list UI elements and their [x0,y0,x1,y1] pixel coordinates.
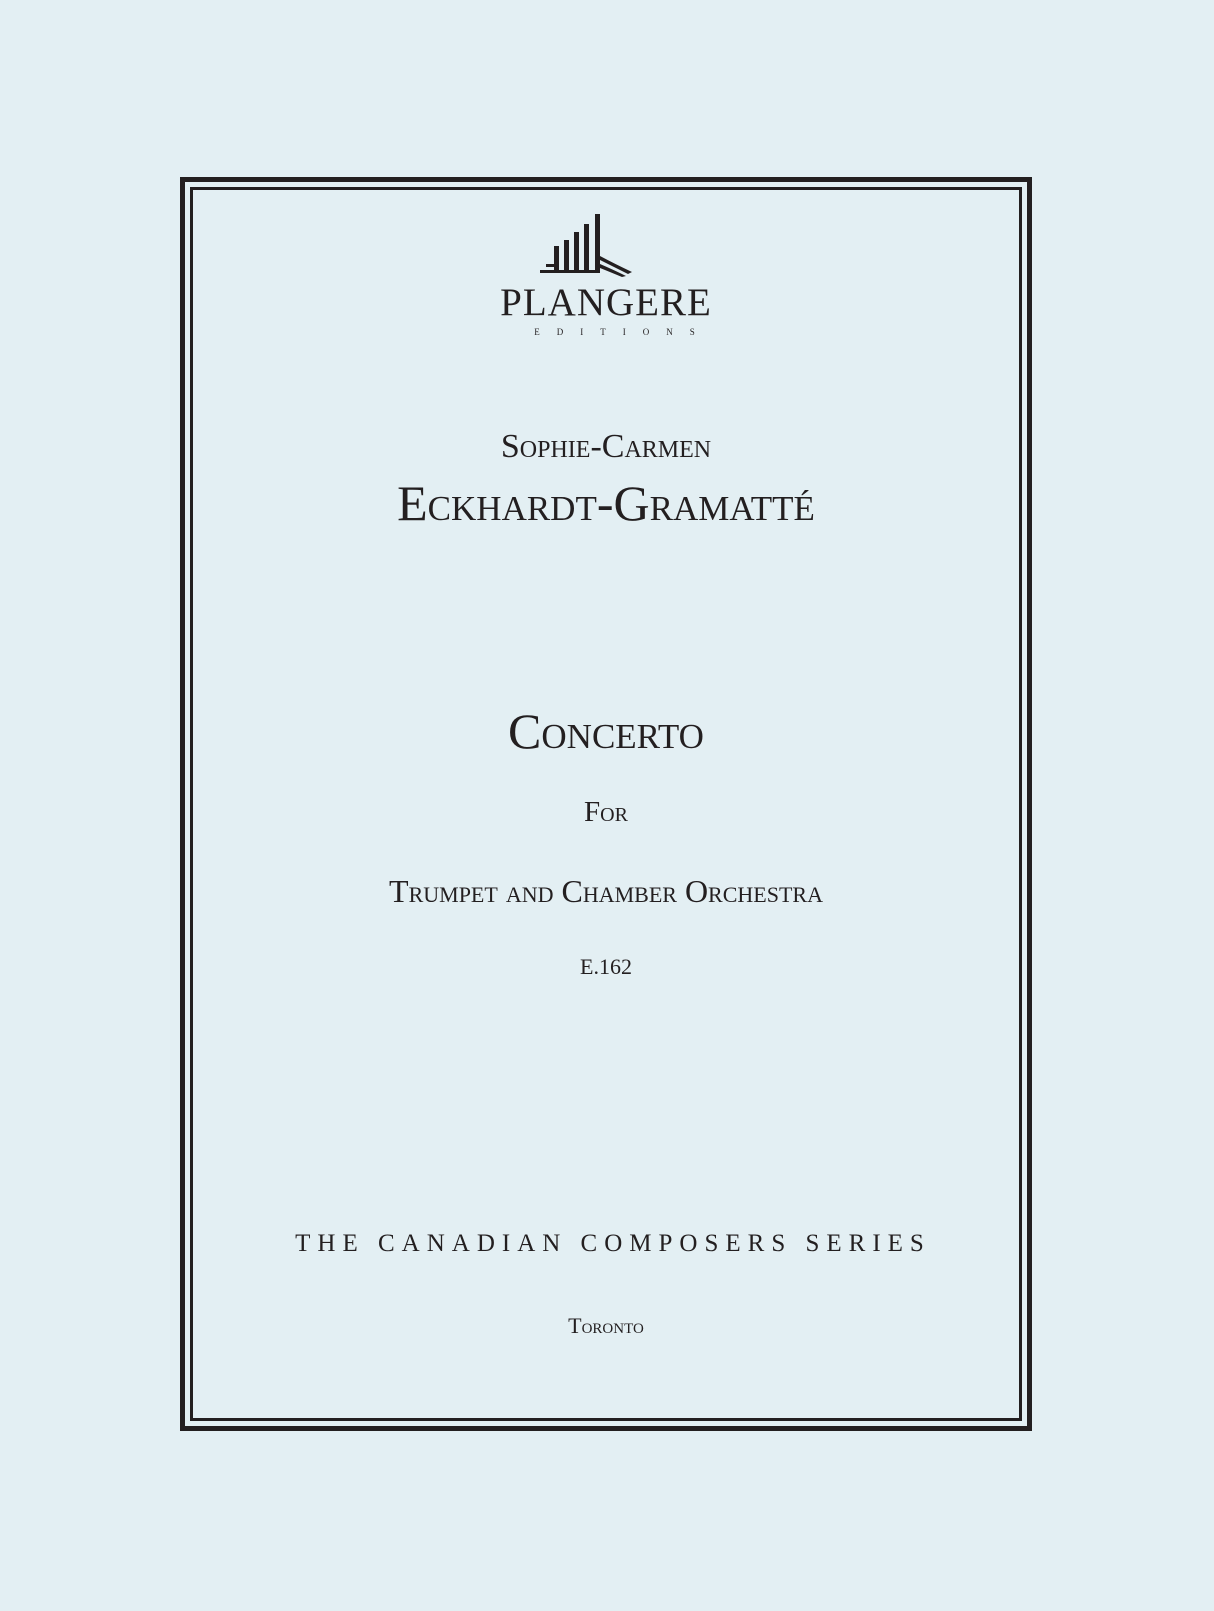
work-title: Concerto [508,703,704,759]
imprint-city: Toronto [568,1313,644,1338]
composer-last-name: Eckhardt-Gramatté [397,475,815,531]
composer-first-name: Sophie-Carmen [500,428,712,465]
publisher-subtitle: EDITIONS [534,327,712,337]
series-name: THE CANADIAN COMPOSERS SERIES [295,1230,931,1257]
work-instrumentation: Trumpet and Chamber Orchestra [389,873,823,909]
work-for-label: For [584,796,628,828]
organ-pipes-logo-icon [540,212,650,278]
catalog-number: E.162 [580,954,632,979]
publisher-name: PLANGERE [500,281,712,324]
